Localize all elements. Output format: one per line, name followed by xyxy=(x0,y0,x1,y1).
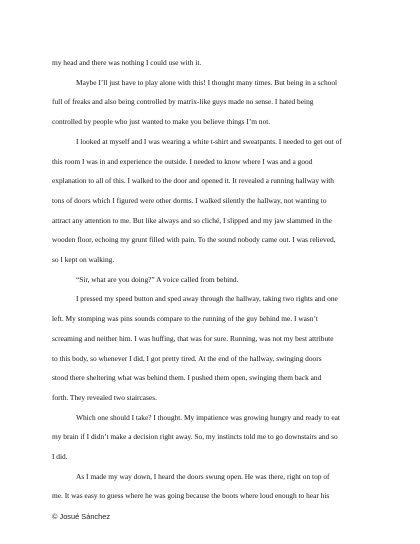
text-line: forth. They revealed two staircases. xyxy=(52,392,157,402)
body-text xyxy=(52,53,380,506)
text-line: screaming and neither him. I was huffing, that was for sure. Running, was not my best attribute xyxy=(52,333,334,343)
text-line: Which one should I take? I thought. My impatience was growing hungry and ready to eat xyxy=(76,412,340,422)
text-line: I did. xyxy=(52,452,68,462)
text-line: I looked at myself and I was wearing a white t-shirt and sweatpants. I needed to get out of xyxy=(76,136,342,146)
text-line: As I made my way down, I heard the doors swung open. He was there, right on top of xyxy=(76,471,330,481)
text-line: this room I was in and experience the outside. I needed to know where I was and a good xyxy=(52,156,313,166)
text-line: controlled by people who just wanted to make you believe things I’m not. xyxy=(52,117,271,127)
text-line: full of freaks and also being controlled by matrix-like guys made no sense. I hated being xyxy=(52,97,314,107)
text-line: explanation to all of this. I walked to the door and opened it. It revealed a running hallway with xyxy=(52,176,334,186)
text-line: me. It was easy to guess where he was going because the boots where loud enough to hear his xyxy=(52,491,330,501)
text-line: my head and there was nothing I could use with it. xyxy=(52,58,202,67)
text-line: so I kept on walking. xyxy=(52,255,115,265)
text-line: to this body, so whenever I did, I got pretty tired. At the end of the hallway, swinging doors xyxy=(52,353,322,363)
copyright-footer: © Josué Sánchez xyxy=(52,512,111,521)
text-line: Maybe I’ll just have to play alone with this! I thought many times. But being in a school xyxy=(76,77,338,87)
text-line: left. My stomping was pins sounds compare to the running of the guy behind me. I wasn’t xyxy=(52,314,318,324)
text-line: “Sir, what are you doing?” A voice called from behind. xyxy=(76,274,239,284)
text-line: wooden floor, echoing my grunt filled with pain. To the sound nobody came out. I was relieved, xyxy=(52,235,336,245)
text-line: my brain if I didn’t make a decision right away. So, my instincts told me to go downstairs and so xyxy=(52,432,338,442)
text-line: I pressed my speed button and sped away through the hallway, taking two rights and one xyxy=(76,294,338,304)
text-line: tons of doors which I figured were other dorms. I walked silently the hallway, not wanting to xyxy=(52,195,327,205)
text-line: stood there sheltering what was behind them. I pushed them open, swinging them back and xyxy=(52,373,322,383)
text-line: attract any attention to me. But like always and so cliché, I slipped and my jaw slammed in the xyxy=(52,215,332,225)
